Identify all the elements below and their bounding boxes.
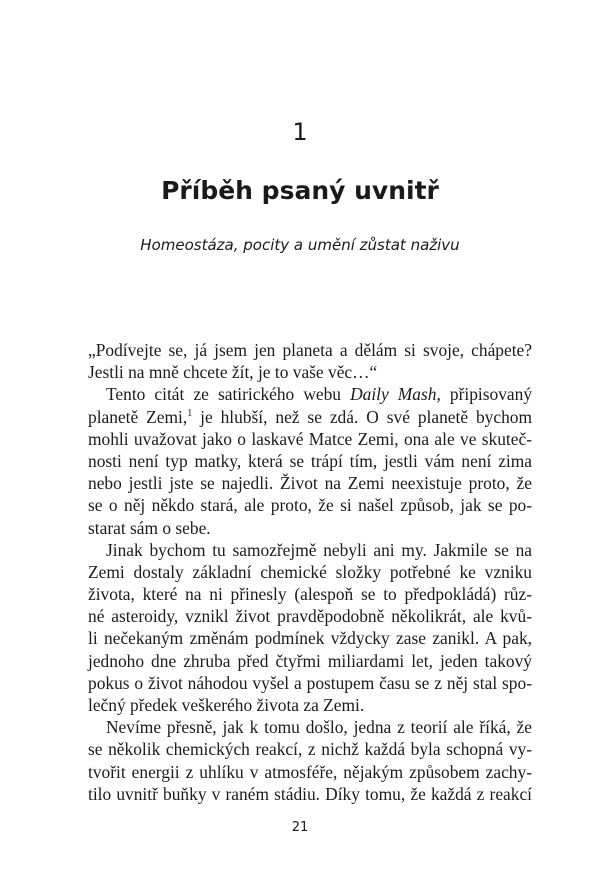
text-run: planetě Zemi, [88, 406, 188, 427]
chapter-subtitle: Homeostáza, pocity a umění zůstat naživu [140, 236, 460, 254]
text-line: lečný předek veškerého života za Zemi. [88, 695, 365, 715]
page-number: 21 [291, 820, 309, 835]
text-line: mohli uvažovat jako o laskavé Matce Zemi, ona ale ve skuteč- [88, 428, 532, 449]
text-line: Jestli na mně chcete žít, je to vaše věc…“ [88, 362, 378, 383]
text-line [88, 383, 532, 405]
text-line: pokus o život náhodou vyšel a postupem času se z něj stal spo- [88, 672, 532, 693]
publication-name: Daily Mash [350, 384, 437, 405]
text-line: života, které na ni přinesly (alespoň se to předpokládá) růz- [88, 584, 532, 605]
chapter-title: Příběh psaný uvnitř [161, 176, 439, 205]
text-line [88, 406, 532, 428]
text-line: Nevíme přesně, jak k tomu došlo, jedna z teorií ale říká, že [106, 717, 532, 738]
text-run: je hlubší, než se zdá. O své planetě bychom [192, 406, 532, 427]
text-line: jednoho dne zhruba před čtyřmi miliardami let, jeden takový [88, 650, 532, 671]
footnote-marker[interactable]: 1 [187, 407, 193, 419]
body-text [88, 339, 532, 805]
text-line: se o něj někdo stará, ale proto, že si našel způsob, jak se po- [88, 495, 532, 516]
chapter-number: 1 [292, 118, 308, 146]
text-line: nosti není typ matky, která se trápí tím, jestli vám není zima [88, 450, 532, 471]
text-line: li nečekaným změnám podmínek vždycky zase zanikl. A pak, [88, 628, 532, 649]
text-line: Jinak bychom tu samozřejmě nebyli ani my. Jakmile se na [106, 539, 532, 560]
text-line: nebo jestli jste se najedli. Život na Zemi neexistuje proto, že [88, 473, 532, 494]
text-line: né asteroidy, vznikl život pravděpodobně několikrát, ale kvů- [88, 606, 532, 627]
text-line: Zemi dostaly základní chemické složky potřebné ke vzniku [88, 561, 532, 582]
text-line: se několik chemických reakcí, z nichž každá byla schopná vy- [88, 739, 532, 760]
text-line: tvořit energii z uhlíku v atmosféře, nějakým způsobem zachy- [88, 761, 532, 782]
text-run: Tento citát ze satirického webu [106, 384, 351, 405]
text-line: „Podívejte se, já jsem jen planeta a dělám si svoje, chápete? [88, 340, 532, 360]
text-run: , připisovaný [436, 384, 533, 405]
text-line: starat sám o sebe. [88, 517, 211, 538]
text-line: tilo uvnitř buňky v raném stádiu. Díky tomu, že každá z reakcí [88, 783, 532, 804]
